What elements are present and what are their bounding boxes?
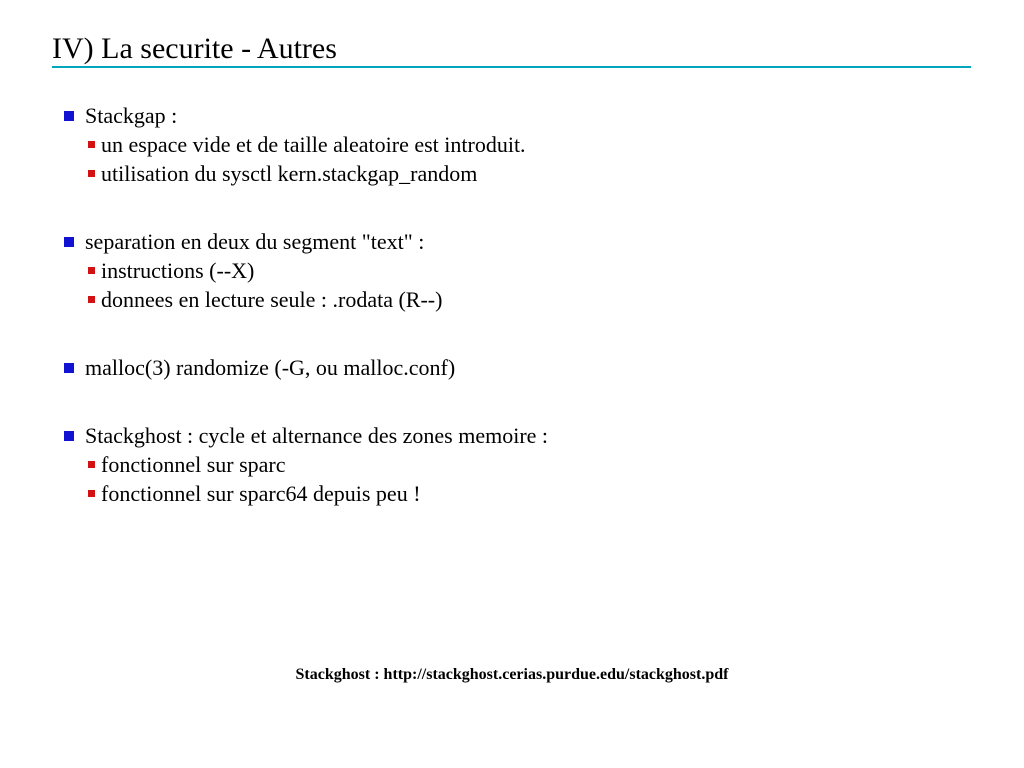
square-bullet-icon <box>64 111 74 121</box>
bullet-item <box>52 421 972 450</box>
sub-bullet-item <box>52 159 972 188</box>
sub-bullet-item <box>52 256 972 285</box>
square-bullet-icon <box>64 363 74 373</box>
sub-bullet-item-label: un espace vide et de taille aleatoire est introduit. <box>101 132 526 157</box>
sub-bullet-item-label: utilisation du sysctl kern.stackgap_random <box>101 161 478 186</box>
square-bullet-icon <box>88 267 95 274</box>
square-bullet-icon <box>88 296 95 303</box>
bullet-item-label: Stackghost : cycle et alternance des zones memoire : <box>85 423 549 448</box>
bullet-item-label: Stackgap : <box>85 103 178 128</box>
square-bullet-icon <box>64 237 74 247</box>
square-bullet-icon <box>88 490 95 497</box>
bullet-group-text-segment <box>52 227 972 314</box>
bullet-item <box>52 101 972 130</box>
bullet-group-malloc <box>52 353 972 382</box>
bullet-item <box>52 353 972 382</box>
sub-bullet-item-label: fonctionnel sur sparc64 depuis peu ! <box>101 481 421 506</box>
square-bullet-icon <box>88 461 95 468</box>
sub-bullet-item-label: fonctionnel sur sparc <box>101 452 286 477</box>
sub-bullet-item <box>52 450 972 479</box>
sub-bullet-item <box>52 285 972 314</box>
sub-bullet-item-label: instructions (--X) <box>101 258 255 283</box>
slide-title: IV) La securite - Autres <box>52 32 337 65</box>
sub-bullet-item-label: donnees en lecture seule : .rodata (R--) <box>101 287 443 312</box>
bullet-item <box>52 227 972 256</box>
footer-reference-url: Stackghost : http://stackghost.cerias.purdue.edu/stackghost.pdf <box>295 666 729 683</box>
square-bullet-icon <box>88 170 95 177</box>
bullet-item-label: separation en deux du segment "text" : <box>85 229 425 254</box>
slide-body <box>52 101 972 547</box>
bullet-group-stackghost <box>52 421 972 508</box>
square-bullet-icon <box>64 431 74 441</box>
sub-bullet-item <box>52 130 972 159</box>
square-bullet-icon <box>88 141 95 148</box>
title-underline-rule <box>52 66 971 68</box>
bullet-item-label: malloc(3) randomize (-G, ou malloc.conf) <box>85 355 456 380</box>
bullet-group-stackgap <box>52 101 972 188</box>
sub-bullet-item <box>52 479 972 508</box>
